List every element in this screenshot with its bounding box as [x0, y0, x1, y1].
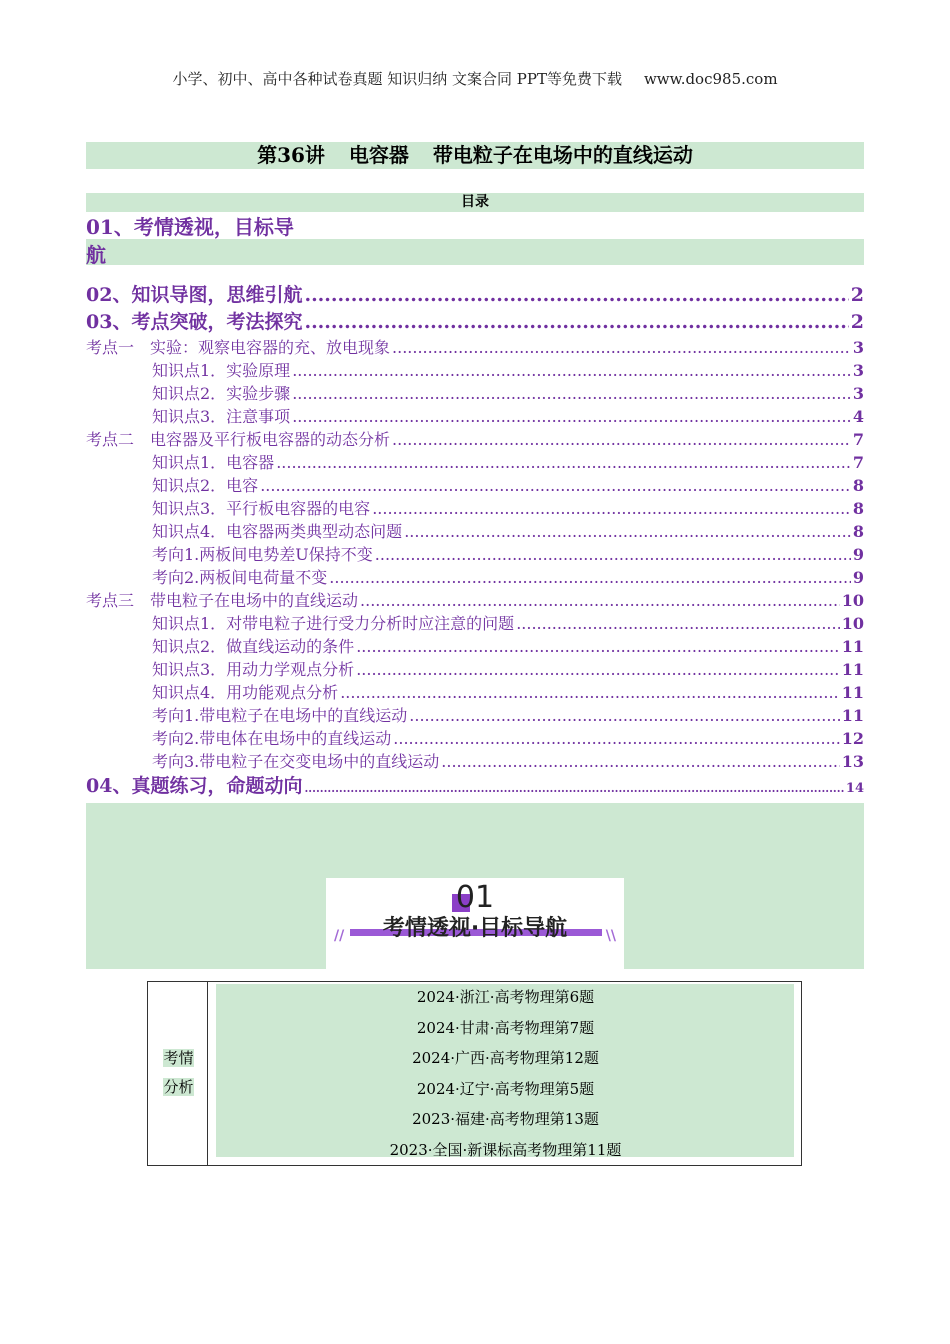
- document-title: [86, 142, 864, 169]
- toc-entry[interactable]: 考向2.带电体在电场中的直线运动 ..... 12: [86, 727, 864, 750]
- toc-entry[interactable]: 知识点2．实验步骤 ..... 3: [86, 382, 864, 405]
- toc-entry[interactable]: 03、考点突破，考法探究 ..... 2: [86, 309, 864, 336]
- toc-entry[interactable]: 知识点1．电容器 ..... 7: [86, 451, 864, 474]
- exam-analysis-table: [147, 981, 802, 1166]
- analysis-label-line1: 考情: [163, 1049, 194, 1067]
- title-part2: 带电粒子在电场中的直线运动: [432, 143, 693, 167]
- toc-entry[interactable]: 考点三 带电粒子在电场中的直线运动 ..... 10: [86, 589, 864, 612]
- page-header: [0, 68, 950, 89]
- exam-item: 2024·甘肃·高考物理第7题: [416, 1018, 595, 1037]
- toc-entry[interactable]: 知识点3．平行板电容器的电容 ..... 8: [86, 497, 864, 520]
- exam-item: 2023·福建·高考物理第13题: [412, 1110, 599, 1129]
- exam-item: 2023·全国·新课标高考物理第11题: [389, 1140, 622, 1159]
- toc-entry[interactable]: 知识点1．实验原理 ..... 3: [86, 359, 864, 382]
- toc-entry[interactable]: 考向1.带电粒子在电场中的直线运动 ..... 11: [86, 704, 864, 727]
- toc-entry[interactable]: 考点二 电容器及平行板电容器的动态分析 ..... 7: [86, 428, 864, 451]
- toc-item-01-band: [86, 239, 864, 265]
- toc-entry[interactable]: 知识点4．电容器两类典型动态问题 ..... 8: [86, 520, 864, 543]
- toc-entry[interactable]: 04、真题练习，命题动向 ..... 14: [86, 773, 864, 800]
- header-text: 小学、初中、高中各种试卷真题 知识归纳 文案合同 PPT等免费下载: [172, 70, 622, 88]
- header-url[interactable]: www.doc985.com: [643, 70, 778, 88]
- toc-entry[interactable]: 考向2.两板间电荷量不变 ..... 9: [86, 566, 864, 589]
- exam-item: 2024·辽宁·高考物理第5题: [416, 1079, 595, 1098]
- left-slash-mark: //: [334, 928, 345, 944]
- toc-entry[interactable]: 知识点1．对带电粒子进行受力分析时应注意的问题 ..... 10: [86, 612, 864, 635]
- toc-entry[interactable]: 知识点2．做直线运动的条件 ..... 11: [86, 635, 864, 658]
- title-part1: 电容器: [348, 143, 409, 167]
- toc-entry[interactable]: 知识点4．用功能观点分析 ..... 11: [86, 681, 864, 704]
- exam-item: 2024·广西·高考物理第12题: [412, 1049, 599, 1068]
- toc-item-01[interactable]: 01、考情透视，目标导: [86, 215, 294, 239]
- toc-entry[interactable]: 02、知识导图，思维引航 ..... 2: [86, 282, 864, 309]
- lecture-number: 第36讲: [257, 143, 325, 167]
- analysis-label: [160, 1044, 197, 1102]
- toc-entry[interactable]: 考向3.带电粒子在交变电场中的直线运动 ..... 13: [86, 750, 864, 773]
- exam-item: 2024·浙江·高考物理第6题: [416, 988, 595, 1006]
- exam-item-list: [208, 982, 803, 1166]
- section-number: 01: [455, 880, 495, 915]
- section-subtitle: 考情透视·目标导航: [382, 916, 568, 941]
- toc-entry[interactable]: 考点一 实验：观察电容器的充、放电现象 ..... 3: [86, 336, 864, 359]
- analysis-label-line2: 分析: [163, 1078, 194, 1096]
- toc-heading: 目录: [86, 193, 864, 212]
- toc-entry[interactable]: 考向1.两板间电势差U保持不变 ..... 9: [86, 543, 864, 566]
- table-of-contents: [86, 282, 864, 800]
- section-banner: [326, 878, 624, 969]
- toc-item-01-continued[interactable]: 航: [86, 243, 106, 267]
- toc-entry[interactable]: 知识点3．注意事项 ..... 4: [86, 405, 864, 428]
- right-slash-mark: \\: [605, 928, 616, 944]
- toc-entry[interactable]: 知识点2．电容 ..... 8: [86, 474, 864, 497]
- toc-entry[interactable]: 知识点3．用动力学观点分析 ..... 11: [86, 658, 864, 681]
